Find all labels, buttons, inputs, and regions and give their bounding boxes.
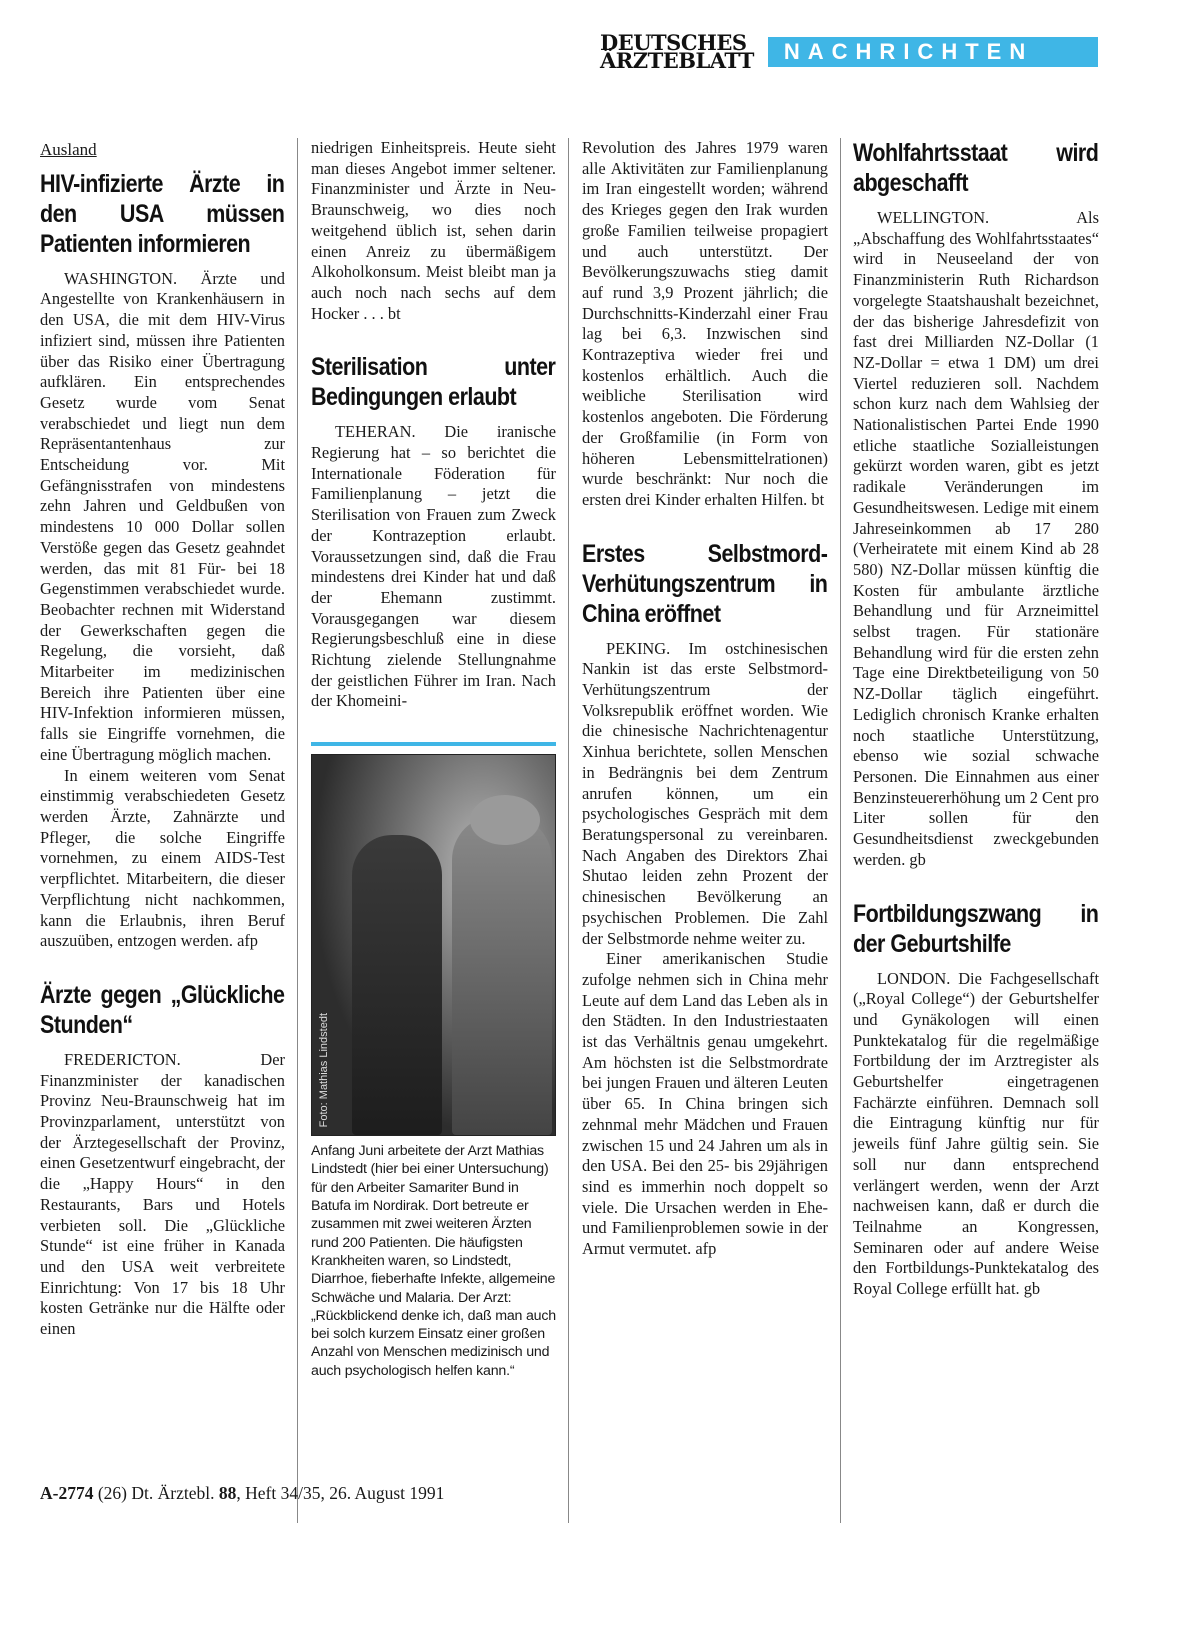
section-label: NACHRICHTEN [768, 37, 1098, 67]
article-text-sterilisation-cont: Revolution des Jahres 1979 waren alle Aktivitäten zur Familienplanung im Iran eingestellt worden; während des Krieges gegen den Irak wurden große Familien teilweise propagiert und auch unterstützt. Der Bevölkerungszuwachs stieg damit auf rund 3,9 Prozent jährlich; die Durchschnitts-Kinderzahl einer Frau lag bei 6,3. Inzwischen sind Kontrazeptiva wieder frei und kostenlos erhältlich. Auch die weibliche Sterilisation wird kostenlos angeboten. Die Förderung der Großfamilie (in Form von höheren Lebensmittelrationen) wurde beschränkt: Nur noch die ersten drei Kinder erhalten Hilfen. bt [582, 138, 828, 509]
article-text-obstetrics: LONDON. Die Fachgesellschaft („Royal College“) der Geburtshelfer und Gynäkologen will einen Punktekatalog für die regelmäßige Fortbildung der im Arztregister als Geburtshelfer eingetragenen Fachärzte einführen. Demnach soll die Eintragung künftig nur für jeweils fünf Jahre gültig sein. Sie soll nur dann entsprechend verlängert werden, wenn der Arzt nachweisen kann, daß er durch die Teilnahme an Kongressen, Seminaren oder auf andere Weise den Fortbildungs-Punktekatalog des Royal College erfüllt hat. gb [853, 968, 1099, 1299]
article-text-sterilisation: TEHERAN. Die iranische Regierung hat – so berichtet die Internationale Föderation für Familienplanung – jetzt die Sterilisation von Frauen zum Zweck der Kontrazeption erlaubt. Voraussetzungen sind, daß die Frau mindestens drei Kinder hat und daß der Ehemann zustimmt. Vorausgegangen war diesem Regierungsbeschluß eine in diese Richtung zielende Stellungnahme der geistlichen Führer im Iran. Nach der Khomeini- [311, 422, 556, 711]
article-headline-obstetrics: Fortbildungszwang in der Geburtshilfe [853, 899, 1099, 958]
footer-issue: , Heft 34/35, 26. August 1991 [236, 1483, 445, 1503]
article-text-happy-hours-cont: niedrigen Einheitspreis. Heute sieht man dieses Angebot immer seltener. Finanzminister und Ärzte in Neu-Braunschweig, wo dies noch weitgehend üblich ist, sehen darin einen Anreiz zu übermäßigem Alkoholkonsum. Meist bleibt man ja auch noch nach sechs auf dem Hocker . . . bt [311, 138, 556, 323]
article-text-new-zealand: WELLINGTON. Als „Abschaffung des Wohlfahrtsstaates“ wird in Neuseeland der von Finanzministerin Ruth Richardson vorgelegte Staatshaushalt bezeichnet, der das bisherige Jahresdefizit von fast drei Milliarden NZ-Dollar (1 NZ-Dollar = etwa 1 DM) um drei Viertel reduzieren soll. Nachdem schon kurz nach dem Wahlsieg der Nationalistischen Partei Ende 1990 etliche staatliche Sozialleistungen gekürzt worden waren, gibt es jetzt radikale Veränderungen im Gesundheitswesen. Ledige mit einem Jahreseinkommen ab 17 280 (Verheiratete mit einem Kind ab 28 580) NZ-Dollar müssen künftig die Kosten für ambulante ärztliche Behandlung und für Arzneimittel selbst tragen. Für stationäre Behandlung wird für die ersten zehn Tage eine Direktbeteiligung von 50 NZ-Dollar täglich eingeführt. Lediglich chronisch Kranke erhalten noch staatliche Unterstützung, ebenso wie sozial schwache Personen. Die Einnahmen aus einer Benzinsteuererhöhung um 2 Cent pro Liter sollen für den Gesundheitsdienst zweckgebunden werden. gb [853, 208, 1099, 869]
photo-accent-bar [311, 742, 556, 746]
article-headline-hiv: HIV-infizierte Ärzte in den USA müssen Patienten informieren [40, 169, 285, 258]
photo-person-doctor [352, 835, 442, 1135]
photo-caption: Anfang Juni arbeitete der Arzt Mathias Lindstedt (hier bei einer Untersuchung) für den Arbeiter Samariter Bund in Batufa im Nordirak. Dort betreute er zusammen mit zwei weiteren Ärzten rund 200 Patienten. Die häufigsten Krankheiten waren, so Lindstedt, Diarrhoe, fieberhafte Infekte, allgemeine Schwäche und Malaria. Der Arzt: „Rückblickend denke ich, daß man auch bei solch kurzem Einsatz einer großen Anzahl von Menschen medizinisch und auch psychologisch helfen kann.“ [311, 1143, 556, 1379]
column-divider [840, 138, 841, 1523]
footer-journal: (26) Dt. Ärztebl. [97, 1483, 215, 1503]
masthead [600, 30, 1098, 73]
page-footer [40, 1483, 444, 1504]
footer-volume: 88 [218, 1483, 237, 1503]
column-2 [311, 138, 556, 1380]
column-1 [40, 138, 285, 1340]
photo-credit: Foto: Mathias Lindstedt [318, 1012, 330, 1128]
news-photo [311, 754, 556, 1136]
article-text-china-1: PEKING. Im ostchinesischen Nankin ist das erste Selbstmord-Verhütungszentrum der Volksrepublik eröffnet worden. Wie die chinesische Nachrichtenagentur Xinhua berichtete, sollen Menschen in Bedrängnis bei dem Zentrum anrufen können, um ein psychologisches Gespräch mit dem Beratungspersonal zu vereinbaren. Nach Angaben des Direktors Zhai Shutao leiden zehn Prozent der chinesischen Bevölkerung an psychischen Problemen. Die Zahl der Selbstmorde nehme weiter zu. [582, 638, 828, 948]
article-headline-sterilisation: Sterilisation unter Bedingungen erlaubt [311, 353, 556, 412]
journal-logo [600, 30, 754, 73]
article-text-hiv-2: In einem weiteren vom Senat einstimmig verabschiedeten Gesetz werden Ärzte, Zahnärzte und Pfleger, die solche Eingriffe vornehmen, zu einem AIDS-Test verpflichtet. Mitarbeitern, die dieser Verpflichtung nicht nachkommen, kann die Erlaubnis, ihren Beruf auszuüben, entzogen werden. afp [40, 765, 285, 951]
column-divider [568, 138, 569, 1523]
article-headline-new-zealand: Wohlfahrtsstaat wird abgeschafft [853, 139, 1099, 197]
column-4 [853, 138, 1099, 1300]
article-headline-china: Erstes Selbstmord-Verhütungszentrum in China eröffnet [582, 539, 828, 628]
photo-person-patient [452, 815, 552, 1135]
column-3 [582, 138, 828, 1260]
photo-person-head [470, 795, 540, 845]
page-number: A-2774 [40, 1483, 94, 1503]
article-text-china-2: Einer amerikanischen Studie zufolge nehmen sich in China mehr Leute auf dem Land das Leben als in den Städten. In den Industriestaaten ist das Verhältnis genau umgekehrt. Am höchsten ist die Selbstmordrate bei jungen Frauen und älteren Leuten über 65. In China bringen sich zehnmal mehr Mädchen und Frauen zwischen 15 und 24 Jahren um als in den USA. Bei den 25- bis 29jährigen sind es immerhin noch doppelt so viele. Die Ursachen werden in Ehe- und Familienproblemen sowie in der Armut vermutet. afp [582, 949, 828, 1259]
article-text-happy-hours: FREDERICTON. Der Finanzminister der kanadischen Provinz Neu-Braunschweig hat im Provinzparlament, unterstützt von der Ärztegesellschaft der Provinz, einen Gesetzentwurf eingebracht, der die „Happy Hours“ in den Restaurants, Bars und Hotels verbieten soll. Die „Glückliche Stunde“ ist eine früher in Kanada und den USA weit verbreitete Einrichtung: Von 17 bis 18 Uhr kosten Getränke nur die Hälfte oder einen [40, 1049, 285, 1339]
journal-name-line1: DEUTSCHES [600, 30, 747, 55]
article-headline-happy-hours: Ärzte gegen „Glückliche Stunden“ [40, 980, 285, 1039]
news-photo-figure [311, 742, 556, 1380]
column-divider [297, 138, 298, 1523]
journal-name-line2: ÄRZTEBLATT [600, 48, 754, 73]
article-text-hiv-1: WASHINGTON. Ärzte und Angestellte von Krankenhäusern in den USA, die mit dem HIV-Virus infiziert sind, müssen ihre Patienten über das Risiko einer Übertragung aufklären. Ein entsprechendes Gesetz wurde vom Senat verabschiedet und liegt nun dem Repräsentantenhaus zur Entscheidung vor. Mit Gefängnisstrafen von mindestens zehn Jahren und Geldbußen von mindestens 10 000 Dollar sollen Verstöße gegen das Gesetz geahndet werden, das mit 81 Für- bei 18 Gegenstimmen verabschiedet wurde. Beobachter rechnen mit Widerstand der Gewerkschaften gegen die Regelung, die vorsieht, daß Mitarbeiter im medizinischen Bereich ihre Patienten über eine HIV-Infektion informieren müssen, falls sie Eingriffe vornehmen, die eine Übertragung möglich machen. [40, 268, 285, 764]
section-kicker: Ausland [40, 140, 97, 159]
